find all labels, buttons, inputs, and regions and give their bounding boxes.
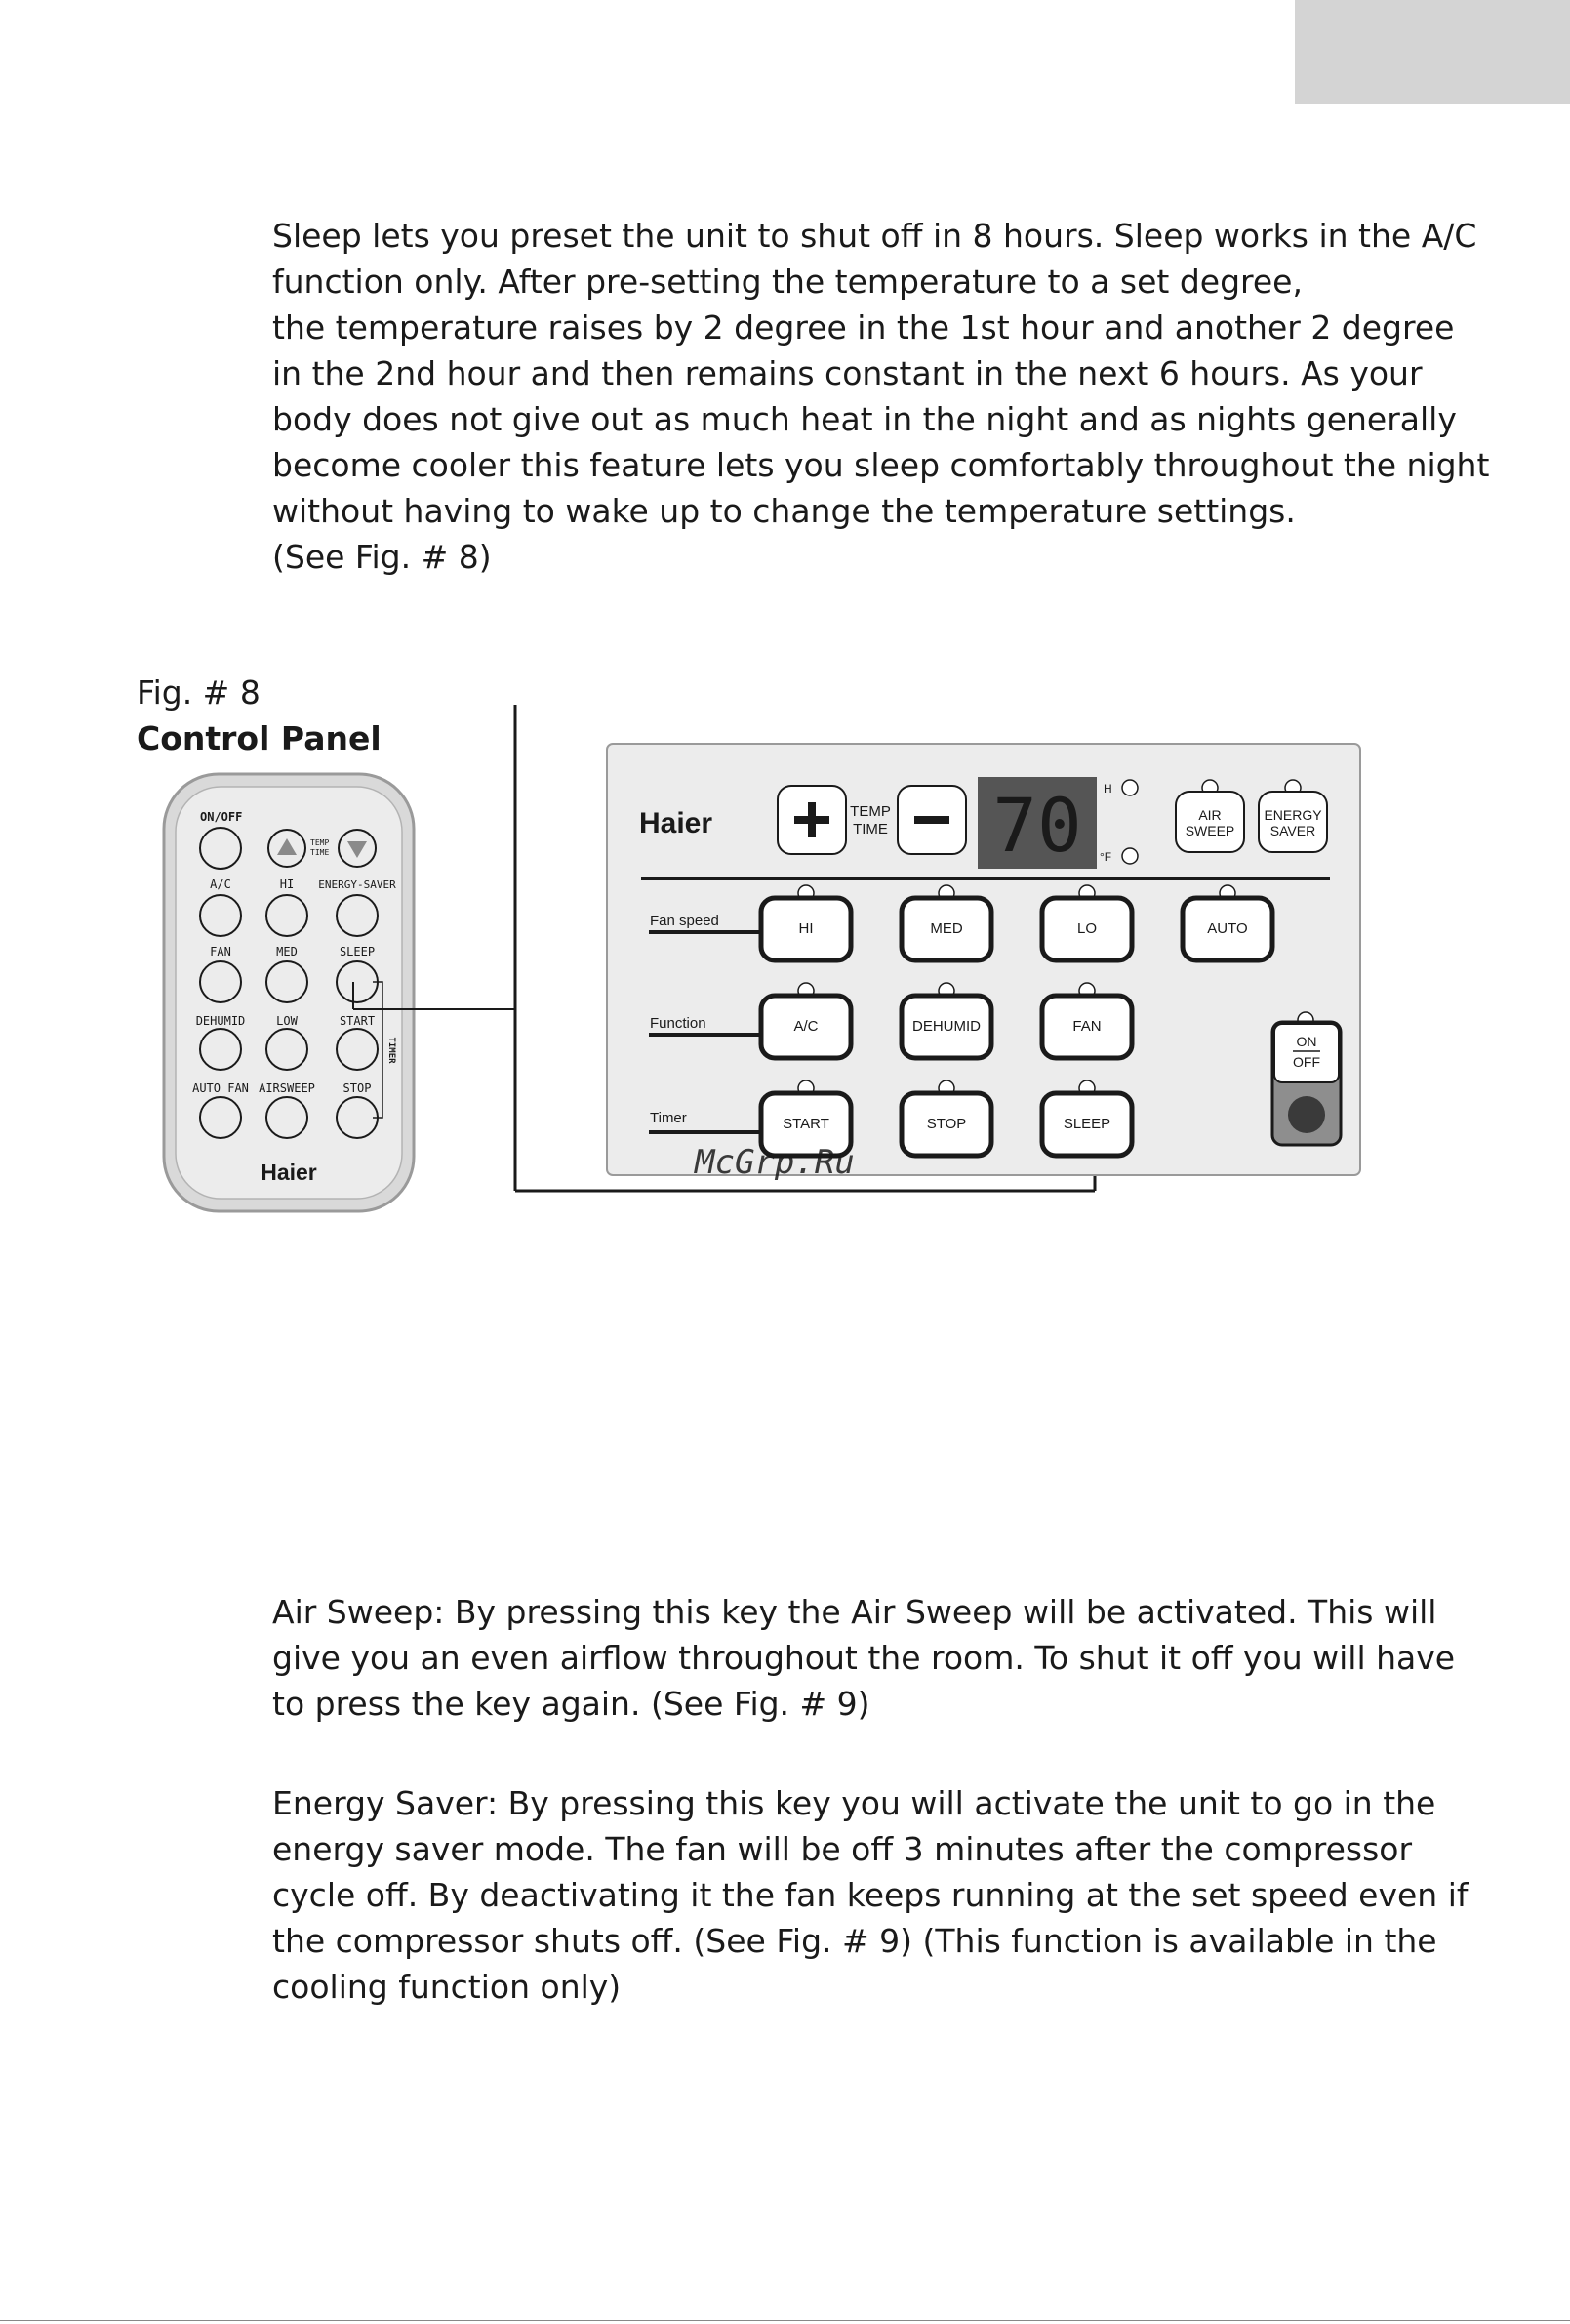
remote-label: AUTO FAN: [192, 1081, 249, 1095]
remote-label: SLEEP: [339, 945, 376, 958]
row-label: Timer: [650, 1110, 687, 1126]
temperature-readout: 70: [992, 782, 1082, 869]
text-line: Sleep lets you preset the unit to shut off in 8 hours. Sleep works in the A/C: [272, 217, 1477, 255]
figure-title: Control Panel: [137, 719, 382, 757]
watermark: McGrp.Ru: [695, 1143, 855, 1182]
row-label: Function: [650, 1015, 706, 1032]
plus-icon: [808, 802, 816, 837]
sleep-description: [272, 213, 1490, 580]
remote-label: TIMER: [386, 1037, 396, 1064]
page-corner-tab: [1295, 0, 1570, 104]
panel-label: SWEEP: [1185, 823, 1235, 838]
panel-button-label: AUTO: [1207, 920, 1248, 937]
remote-airsweep-button[interactable]: [266, 1097, 307, 1138]
panel-label: SAVER: [1269, 823, 1316, 838]
remote-label: A/C: [210, 877, 231, 891]
panel-label: H: [1104, 782, 1112, 795]
remote-label: MED: [276, 945, 298, 958]
fahrenheit-indicator-led: [1122, 848, 1138, 864]
text-line: Energy Saver: By pressing this key you will activate the unit to go in the: [272, 1784, 1436, 1822]
row-label: Fan speed: [650, 913, 719, 929]
remote-fan-button[interactable]: [200, 961, 241, 1002]
text-line: body does not give out as much heat in the night and as nights generally: [272, 400, 1457, 438]
remote-label: ENERGY-SAVER: [318, 878, 396, 891]
remote-label: STOP: [342, 1081, 372, 1095]
remote-control: [164, 774, 414, 1211]
remote-dehumid-button[interactable]: [200, 1029, 241, 1070]
remote-med-button[interactable]: [266, 961, 307, 1002]
energy-saver-description: [272, 1780, 1469, 2010]
remote-label: DEHUMID: [195, 1014, 246, 1028]
page-bottom-rule: [0, 2320, 1570, 2321]
remote-sleep-button[interactable]: [337, 961, 378, 1002]
power-switch-label-area: [1274, 1024, 1339, 1082]
remote-on-off-button[interactable]: [200, 828, 241, 869]
text-line: the compressor shuts off. (See Fig. # 9) (This function is available in the: [272, 1922, 1437, 1960]
panel-button-label: MED: [930, 920, 963, 937]
remote-start-button[interactable]: [337, 1029, 378, 1070]
hour-indicator-led: [1122, 780, 1138, 795]
remote-label: ON/OFF: [200, 810, 243, 824]
remote-label: FAN: [210, 945, 231, 958]
panel-label: TEMP: [850, 803, 891, 820]
remote-low-button[interactable]: [266, 1029, 307, 1070]
power-off-label: OFF: [1293, 1054, 1320, 1070]
remote-stop-button[interactable]: [337, 1097, 378, 1138]
panel-label: TIME: [853, 821, 888, 837]
power-on-label: ON: [1296, 1034, 1317, 1049]
unit-control-panel: [607, 744, 1360, 1175]
remote-label: LOW: [276, 1014, 298, 1028]
panel-button-label: DEHUMID: [912, 1018, 981, 1035]
text-line: the temperature raises by 2 degree in the 1st hour and another 2 degree: [272, 308, 1455, 347]
text-line: give you an even airflow throughout the room. To shut it off you will have: [272, 1639, 1456, 1677]
panel-button-label: SLEEP: [1063, 1116, 1111, 1132]
remote-label: TEMP: [310, 838, 330, 847]
panel-label: AIR: [1198, 807, 1222, 823]
panel-button-label: START: [783, 1116, 829, 1132]
text-line: cycle off. By deactivating it the fan keeps running at the set speed even if: [272, 1876, 1469, 1914]
text-line: become cooler this feature lets you sleep comfortably throughout the night: [272, 446, 1490, 484]
panel-button-label: STOP: [926, 1116, 967, 1132]
panel-label: ENERGY: [1264, 807, 1322, 823]
panel-button-label: FAN: [1072, 1018, 1102, 1035]
remote-label: TIME: [310, 848, 330, 857]
remote-label: HI: [279, 877, 295, 891]
panel-button-label: LO: [1076, 920, 1098, 937]
power-switch-knob: [1288, 1096, 1325, 1133]
text-line: (See Fig. # 8): [272, 538, 492, 576]
remote-brand-logo: Haier: [261, 1160, 317, 1185]
panel-button-label: A/C: [793, 1018, 819, 1035]
text-line: function only. After pre-setting the temperature to a set degree,: [272, 263, 1303, 301]
panel-button-label: HI: [798, 920, 814, 937]
control-panel-figure: [0, 683, 1570, 1230]
text-line: to press the key again. (See Fig. # 9): [272, 1685, 870, 1723]
remote-label: START: [339, 1014, 376, 1028]
text-line: without having to wake up to change the temperature settings.: [272, 492, 1296, 530]
text-line: cooling function only): [272, 1968, 622, 2006]
text-line: energy saver mode. The fan will be off 3 minutes after the compressor: [272, 1830, 1413, 1868]
remote-energy-saver-button[interactable]: [337, 895, 378, 936]
remote-label: AIRSWEEP: [259, 1081, 315, 1095]
air-sweep-description: [272, 1589, 1456, 1727]
panel-label: °F: [1100, 850, 1112, 864]
minus-icon: [914, 816, 949, 824]
figure-number: Fig. # 8: [137, 673, 261, 712]
remote-hi-button[interactable]: [266, 895, 307, 936]
text-line: Air Sweep: By pressing this key the Air Sweep will be activated. This will: [272, 1593, 1437, 1631]
remote-ac-button[interactable]: [200, 895, 241, 936]
remote-auto-fan-button[interactable]: [200, 1097, 241, 1138]
panel-brand-logo: Haier: [639, 807, 713, 839]
text-line: in the 2nd hour and then remains constant in the next 6 hours. As your: [272, 354, 1423, 392]
